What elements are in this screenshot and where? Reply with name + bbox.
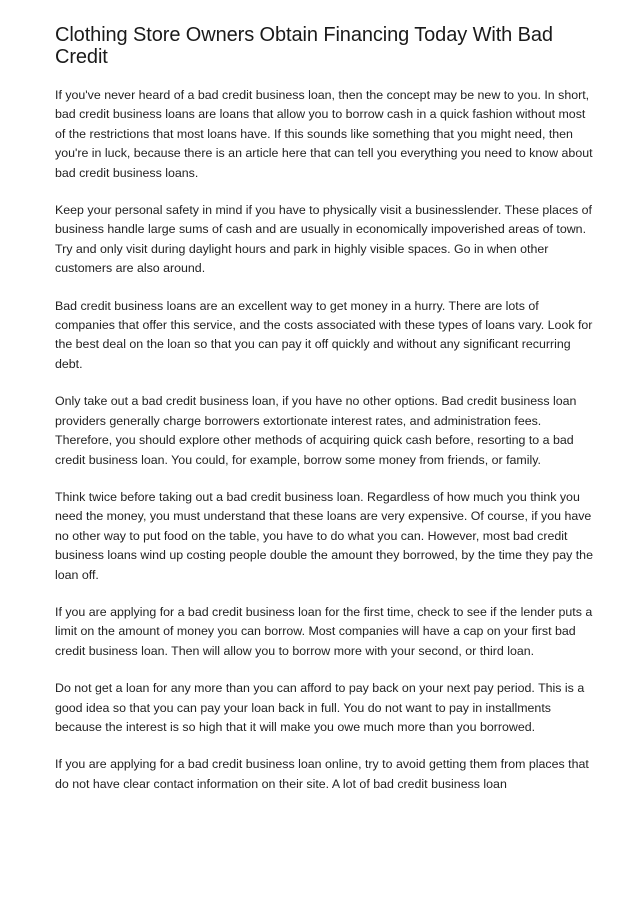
document-page [55,24,595,812]
paragraph-8: If you are applying for a bad credit business loan online, try to avoid getting them from places that do not have clear contact information on their site. A lot of bad credit business loan [55,757,589,791]
paragraph-5: Think twice before taking out a bad credit business loan. Regardless of how much you think you need the money, you must understand that these loans are very expensive. Of course, if you have no other way to put food on the table, you have to do what you can. However, most bad credit business loans wind up costing people double the amount they borrowed, by the time they pay the loan off. [55,489,593,582]
paragraph-2: Keep your personal safety in mind if you have to physically visit a businesslender. These places of business handle large sums of cash and are usually in economically impoverished areas of town. Try and only visit during daylight hours and park in highly visible spaces. Go in when other customers are also around. [55,203,592,276]
paragraph-4: Only take out a bad credit business loan, if you have no other options. Bad credit business loan providers generally charge borrowers extortionate interest rates, and administration fees. Therefore, you should explore other methods of acquiring quick cash before, resorting to a bad credit business loan. You could, for example, borrow some money from friends, or family. [55,394,577,467]
page-title: Clothing Store Owners Obtain Financing Today With Bad Credit [55,24,553,68]
paragraph-1: If you've never heard of a bad credit business loan, then the concept may be new to you. In short, bad credit business loans are loans that allow you to borrow cash in a quick fashion without most of the restrictions that most loans have. If this sounds like something that you might need, then you're in luck, because there is an article here that can tell you everything you need to know about bad credit business loans. [55,88,593,180]
paragraph-3: Bad credit business loans are an excellent way to get money in a hurry. There are lots of companies that offer this service, and the costs associated with these types of loans vary. Look for the best deal on the loan so that you can pay it off quickly and without any significant recurring debt. [55,298,593,371]
paragraph-7: Do not get a loan for any more than you can afford to pay back on your next pay period. This is a good idea so that you can pay your loan back in full. You do not want to pay in installments because the interest is so high that it will make you owe much more than you borrowed. [55,681,585,734]
paragraph-6: If you are applying for a bad credit business loan for the first time, check to see if the lender puts a limit on the amount of money you can borrow. Most companies will have a cap on your first bad credit business loan. Then will allow you to borrow more with your second, or third loan. [55,604,593,658]
